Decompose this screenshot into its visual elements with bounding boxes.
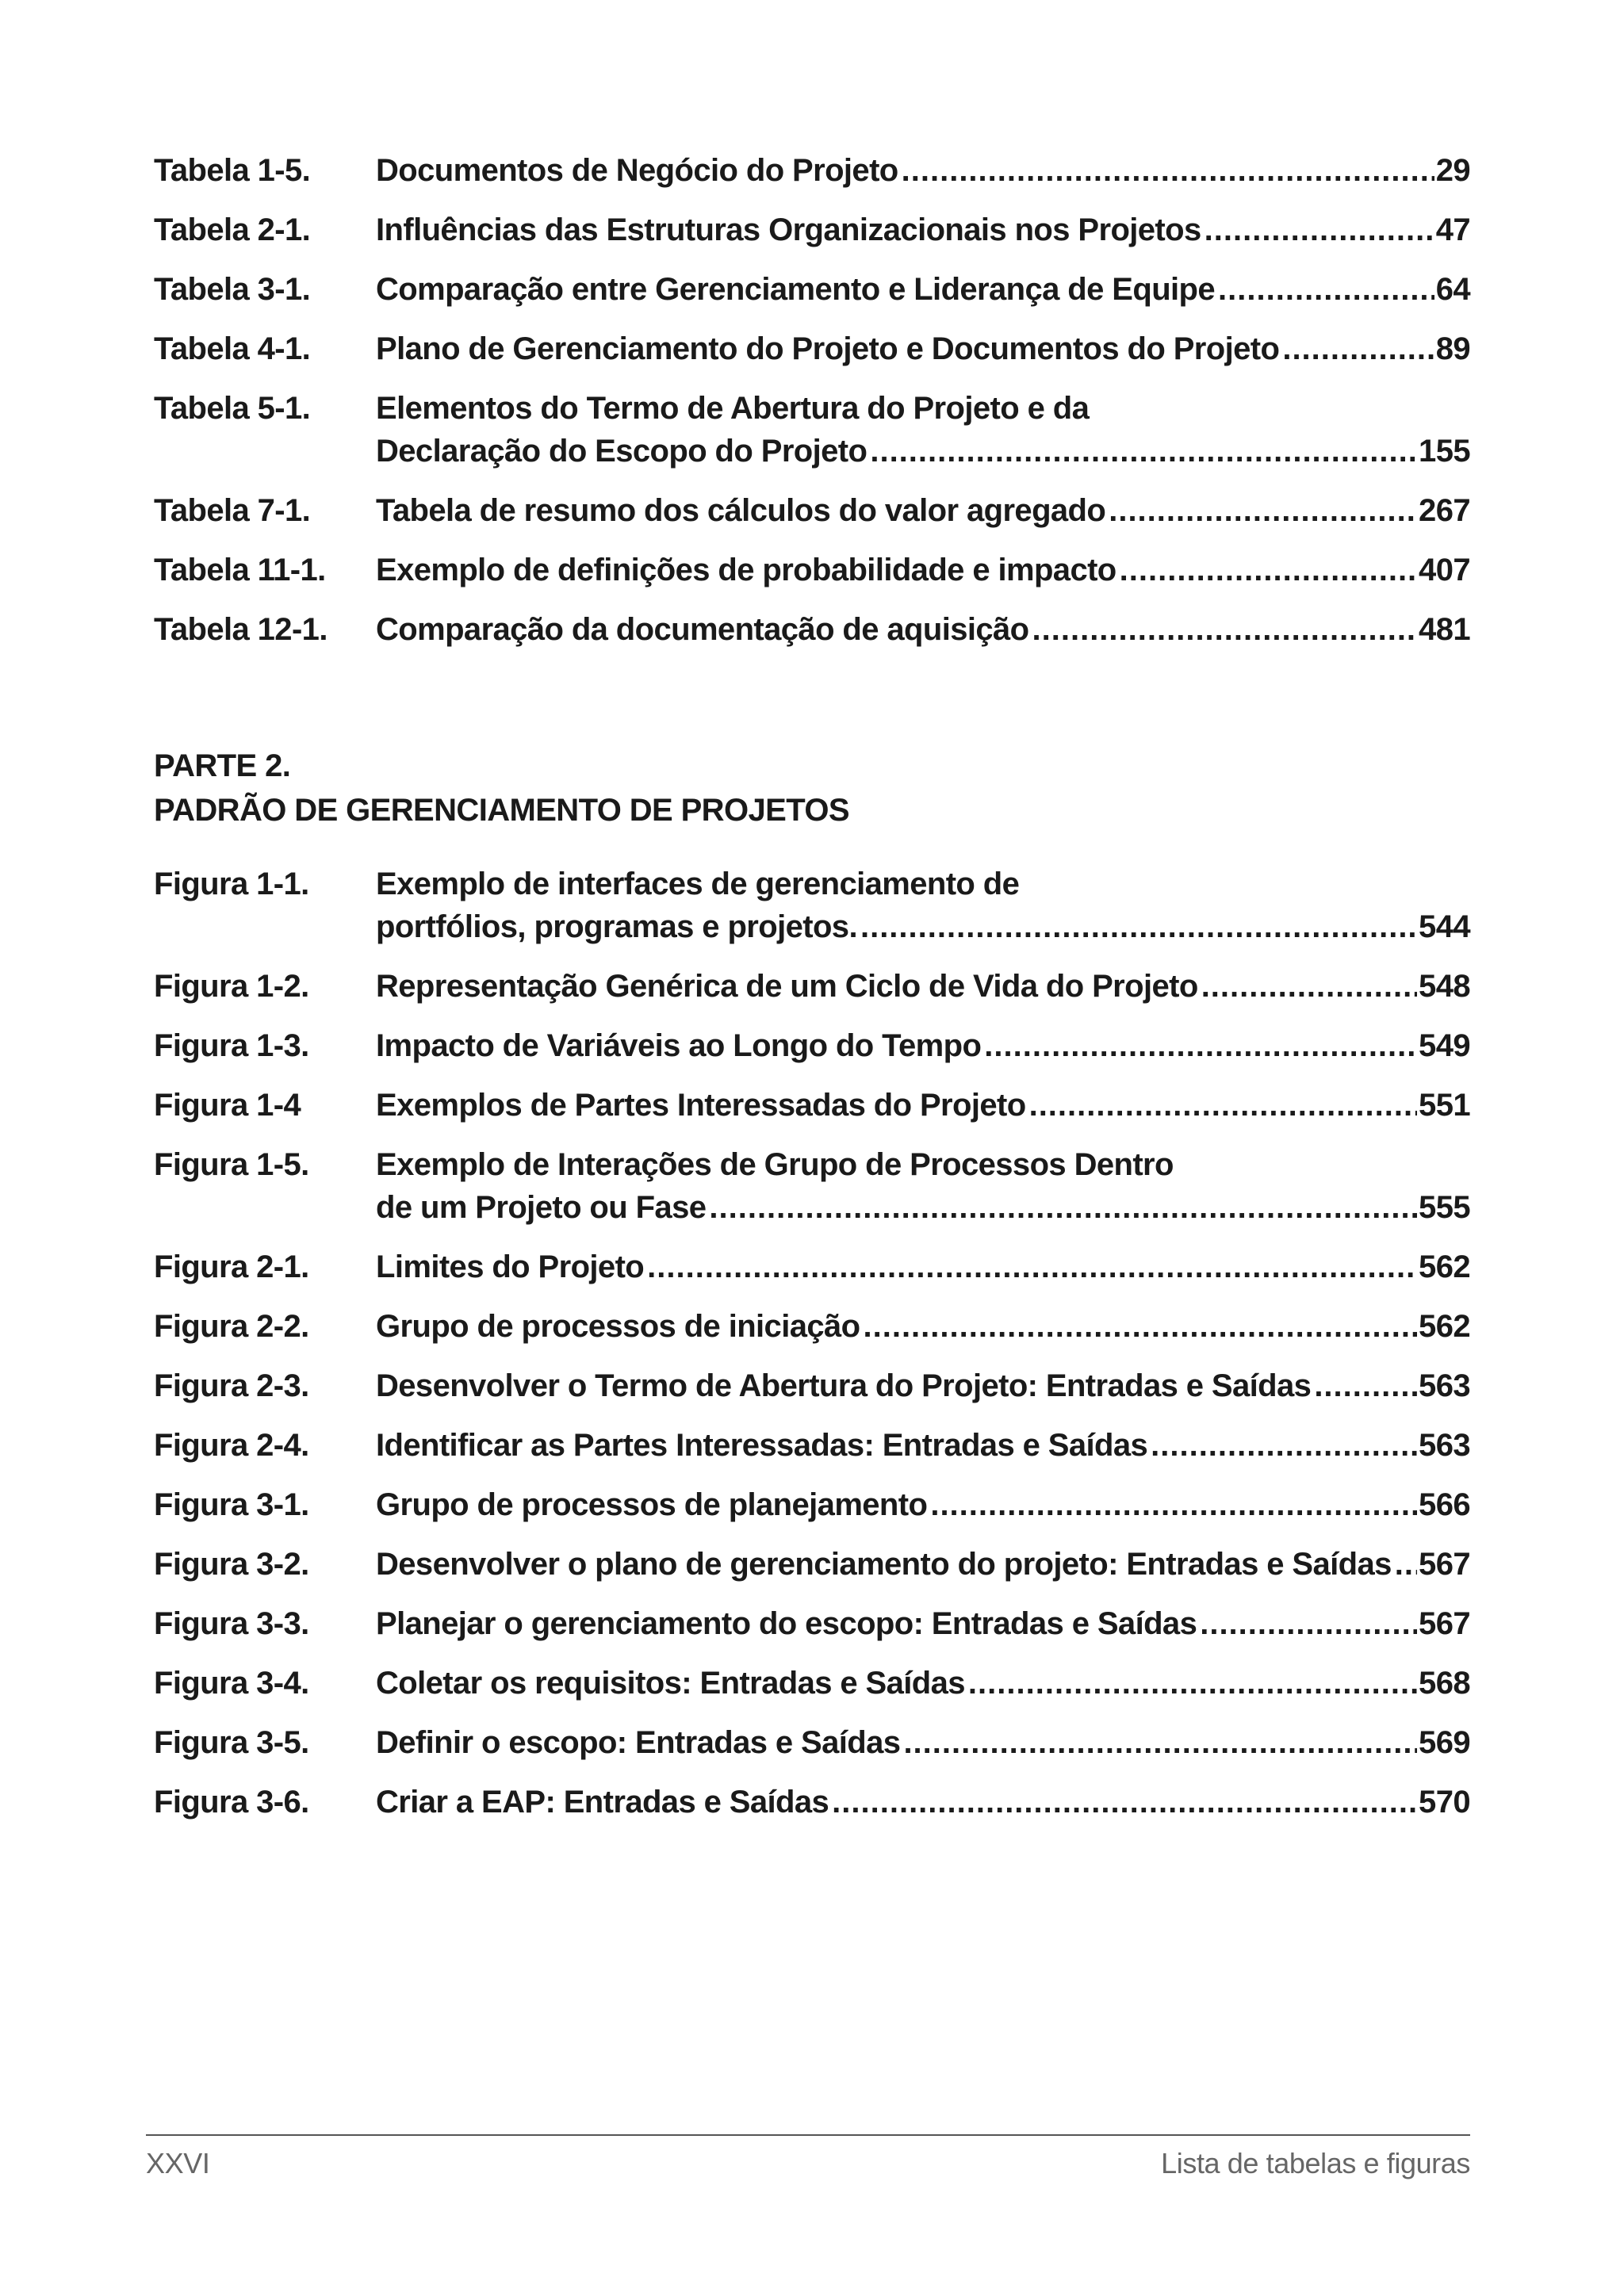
entry-number: Figura 1-1. (154, 867, 309, 901)
entry-leader-line (376, 1186, 1470, 1229)
entry-number: Tabela 4-1. (154, 331, 311, 366)
toc-entry (154, 489, 1470, 532)
toc-entry (154, 863, 1470, 948)
entry-body (376, 1781, 1470, 1823)
entry-title: Tabela de resumo dos cálculos do valor agregado (376, 493, 1106, 528)
entry-leader-line (376, 1781, 1470, 1823)
entry-number: Figura 3-6. (154, 1785, 309, 1820)
entry-leader-line (376, 905, 1470, 948)
entry-page-number: 481 (1419, 612, 1470, 647)
entry-page-number: 567 (1419, 1606, 1470, 1641)
entry-page-number: 566 (1419, 1487, 1470, 1522)
dot-leader (1218, 268, 1434, 311)
entry-title: portfólios, programas e projetos. (376, 909, 857, 944)
dot-leader (1205, 209, 1434, 251)
toc-entry (154, 1662, 1470, 1705)
entry-page-number: 562 (1419, 1309, 1470, 1344)
entry-number: Figura 2-1. (154, 1249, 309, 1284)
entry-leader-line (376, 1483, 1470, 1526)
entry-leader-line (376, 1662, 1470, 1705)
toc-entry (154, 1305, 1470, 1348)
entry-number: Tabela 7-1. (154, 493, 311, 528)
toc-entry (154, 608, 1470, 651)
entry-leader-line (376, 1424, 1470, 1467)
entry-title: Definir o escopo: Entradas e Saídas (376, 1725, 901, 1760)
toc-entry (154, 1424, 1470, 1467)
entry-number: Figura 2-2. (154, 1309, 309, 1344)
toc-entry (154, 1246, 1470, 1288)
entry-title: de um Projeto ou Fase (376, 1190, 707, 1225)
entry-title-first-line: Exemplo de Interações de Grupo de Processos Dentro (376, 1147, 1174, 1182)
entry-body (376, 965, 1470, 1008)
entry-body (376, 863, 1470, 948)
toc-entry (154, 1483, 1470, 1526)
toc-entry (154, 1543, 1470, 1586)
dot-leader (968, 1662, 1417, 1705)
entry-leader-line (376, 1305, 1470, 1348)
footer-section-title: Lista de tabelas e figuras (1161, 2147, 1470, 2179)
entry-leader-line (376, 1364, 1470, 1407)
entry-title: Planejar o gerenciamento do escopo: Entradas e Saídas (376, 1606, 1197, 1641)
entry-title: Desenvolver o plano de gerenciamento do projeto: Entradas e Saídas (376, 1547, 1392, 1582)
dot-leader (832, 1781, 1417, 1823)
dot-leader (870, 430, 1417, 473)
entry-body (376, 209, 1470, 251)
entry-number: Figura 3-1. (154, 1487, 309, 1522)
dot-leader (1282, 327, 1434, 370)
entry-page-number: 569 (1419, 1725, 1470, 1760)
dot-leader (903, 1721, 1417, 1764)
toc-entry (154, 1084, 1470, 1127)
entry-body (376, 149, 1470, 192)
entry-body (376, 549, 1470, 591)
entry-page-number: 267 (1419, 493, 1470, 528)
entry-leader-line (376, 1602, 1470, 1645)
dot-leader (1395, 1543, 1417, 1586)
entry-number: Figura 1-2. (154, 969, 309, 1004)
dot-leader (1200, 1602, 1417, 1645)
entry-page-number: 563 (1419, 1428, 1470, 1463)
entry-title: Influências das Estruturas Organizacionais nos Projetos (376, 212, 1201, 247)
table-list (154, 149, 1470, 668)
dot-leader (647, 1246, 1417, 1288)
figure-list (154, 863, 1470, 1840)
entry-page-number: 544 (1419, 909, 1470, 944)
entry-body (376, 1246, 1470, 1288)
entry-title: Grupo de processos de iniciação (376, 1309, 860, 1344)
entry-page-number: 548 (1419, 969, 1470, 1004)
entry-leader-line (376, 1246, 1470, 1288)
footer-page-number: XXVI (146, 2147, 210, 2179)
entry-body (376, 1024, 1470, 1067)
toc-entry (154, 1781, 1470, 1823)
entry-page-number: 551 (1419, 1088, 1470, 1123)
entry-title: Limites do Projeto (376, 1249, 645, 1284)
toc-entry (154, 1143, 1470, 1229)
entry-title-first-line: Exemplo de interfaces de gerenciamento de (376, 867, 1020, 901)
entry-page-number: 407 (1419, 553, 1470, 587)
entry-body (376, 1364, 1470, 1407)
entry-number: Figura 3-3. (154, 1606, 309, 1641)
entry-title: Exemplo de definições de probabilidade e impacto (376, 553, 1116, 587)
entry-number: Tabela 11-1. (154, 553, 326, 587)
toc-entry (154, 1602, 1470, 1645)
entry-leader-line (376, 430, 1470, 473)
entry-number: Tabela 12-1. (154, 612, 327, 647)
entry-leader-line (376, 327, 1470, 370)
entry-number: Tabela 2-1. (154, 212, 311, 247)
entry-number: Tabela 5-1. (154, 391, 311, 426)
entry-leader-line (376, 1543, 1470, 1586)
entry-number: Figura 1-5. (154, 1147, 309, 1182)
entry-body (376, 489, 1470, 532)
dot-leader (902, 149, 1434, 192)
toc-entry (154, 209, 1470, 251)
toc-entry (154, 387, 1470, 473)
entry-title: Plano de Gerenciamento do Projeto e Documentos do Projeto (376, 331, 1280, 366)
entry-title: Comparação da documentação de aquisição (376, 612, 1029, 647)
entry-page-number: 570 (1419, 1785, 1470, 1820)
dot-leader (1201, 965, 1417, 1008)
entry-leader-line (376, 149, 1470, 192)
dot-leader (1120, 549, 1417, 591)
entry-body (376, 1483, 1470, 1526)
entry-title: Criar a EAP: Entradas e Saídas (376, 1785, 829, 1820)
entry-number: Tabela 3-1. (154, 272, 311, 307)
toc-entry (154, 149, 1470, 192)
dot-leader (1109, 489, 1417, 532)
entry-number: Figura 3-2. (154, 1547, 309, 1582)
entry-body (376, 1143, 1470, 1229)
dot-leader (860, 905, 1417, 948)
dot-leader (1032, 608, 1418, 651)
footer-divider (146, 2134, 1470, 2136)
entry-page-number: 47 (1435, 212, 1470, 247)
entry-body (376, 1662, 1470, 1705)
entry-body (376, 1305, 1470, 1348)
entry-leader-line (376, 268, 1470, 311)
entry-page-number: 549 (1419, 1028, 1470, 1063)
entry-leader-line (376, 549, 1470, 591)
toc-entry (154, 549, 1470, 591)
dot-leader (1151, 1424, 1417, 1467)
entry-body (376, 1424, 1470, 1467)
dot-leader (709, 1186, 1417, 1229)
entry-title: Documentos de Negócio do Projeto (376, 153, 898, 188)
entry-title-first-line: Elementos do Termo de Abertura do Projeto e da (376, 391, 1090, 426)
entry-page-number: 555 (1419, 1190, 1470, 1225)
dot-leader (1029, 1084, 1417, 1127)
toc-entry (154, 965, 1470, 1008)
entry-leader-line (376, 608, 1470, 651)
entry-leader-line (376, 1084, 1470, 1127)
toc-entry (154, 327, 1470, 370)
dot-leader (863, 1305, 1417, 1348)
entry-page-number: 562 (1419, 1249, 1470, 1284)
entry-number: Figura 3-4. (154, 1666, 309, 1701)
entry-number: Figura 2-4. (154, 1428, 309, 1463)
entry-body (376, 1084, 1470, 1127)
entry-page-number: 89 (1435, 331, 1470, 366)
part-heading (154, 744, 849, 832)
entry-leader-line (376, 209, 1470, 251)
toc-entry (154, 1364, 1470, 1407)
entry-body (376, 1543, 1470, 1586)
entry-leader-line (376, 489, 1470, 532)
entry-body (376, 327, 1470, 370)
part-title: PADRÃO DE GERENCIAMENTO DE PROJETOS (154, 793, 849, 828)
entry-title: Coletar os requisitos: Entradas e Saídas (376, 1666, 965, 1701)
entry-number: Tabela 1-5. (154, 153, 311, 188)
entry-title: Declaração do Escopo do Projeto (376, 434, 868, 469)
entry-title: Representação Genérica de um Ciclo de Vida do Projeto (376, 969, 1198, 1004)
entry-number: Figura 2-3. (154, 1368, 309, 1403)
entry-title: Exemplos de Partes Interessadas do Projeto (376, 1088, 1026, 1123)
entry-page-number: 155 (1419, 434, 1470, 469)
part-label: PARTE 2. (154, 748, 291, 783)
entry-page-number: 29 (1435, 153, 1470, 188)
entry-leader-line (376, 965, 1470, 1008)
entry-body (376, 1721, 1470, 1764)
entry-body (376, 387, 1470, 473)
entry-title: Comparação entre Gerenciamento e Liderança de Equipe (376, 272, 1216, 307)
toc-entry (154, 268, 1470, 311)
entry-page-number: 563 (1419, 1368, 1470, 1403)
entry-title: Grupo de processos de planejamento (376, 1487, 928, 1522)
entry-leader-line (376, 1721, 1470, 1764)
toc-entry (154, 1721, 1470, 1764)
entry-leader-line (376, 1024, 1470, 1067)
entry-page-number: 568 (1419, 1666, 1470, 1701)
toc-entry (154, 1024, 1470, 1067)
dot-leader (1314, 1364, 1417, 1407)
entry-body (376, 1602, 1470, 1645)
entry-number: Figura 3-5. (154, 1725, 309, 1760)
entry-body (376, 268, 1470, 311)
dot-leader (930, 1483, 1417, 1526)
entry-body (376, 608, 1470, 651)
entry-title: Identificar as Partes Interessadas: Entradas e Saídas (376, 1428, 1148, 1463)
entry-page-number: 567 (1419, 1547, 1470, 1582)
entry-page-number: 64 (1435, 272, 1470, 307)
entry-title: Desenvolver o Termo de Abertura do Projeto: Entradas e Saídas (376, 1368, 1312, 1403)
entry-number: Figura 1-3. (154, 1028, 309, 1063)
entry-number: Figura 1-4 (154, 1088, 301, 1123)
entry-title: Impacto de Variáveis ao Longo do Tempo (376, 1028, 982, 1063)
dot-leader (984, 1024, 1417, 1067)
